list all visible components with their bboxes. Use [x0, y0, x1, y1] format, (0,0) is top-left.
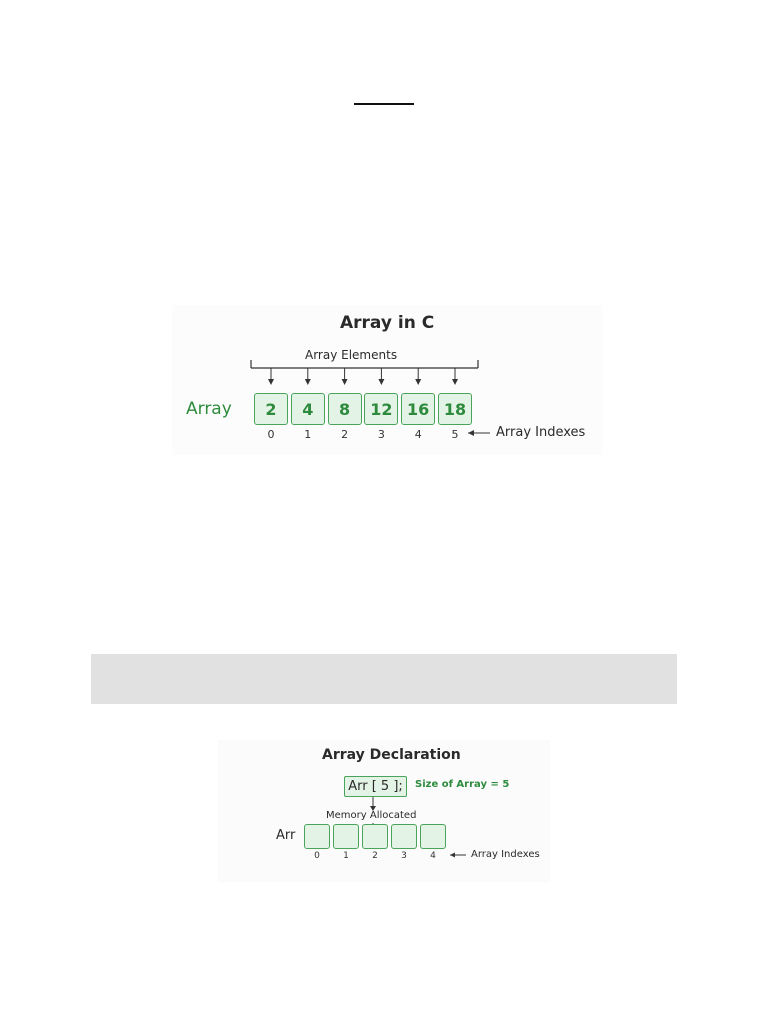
array-index: 0	[267, 428, 275, 441]
array-index: 4	[414, 428, 422, 441]
element-arrow-head	[452, 379, 458, 385]
element-arrow-head	[415, 379, 421, 385]
gray-banner	[91, 654, 677, 704]
heading-underline	[354, 103, 414, 105]
diagram-title: Array in C	[340, 313, 435, 333]
declaration-code: Arr [ 5 ];	[348, 779, 403, 794]
array-label: Array	[186, 399, 232, 419]
array-cell: 12	[364, 393, 398, 425]
element-arrow-head	[342, 379, 348, 385]
array-index: 5	[451, 428, 459, 441]
array-indexes-label: Array Indexes	[471, 849, 540, 860]
arr-label: Arr	[276, 828, 296, 843]
array-index: 2	[372, 851, 378, 861]
array-index: 2	[341, 428, 349, 441]
array-cell: 4	[291, 393, 325, 425]
size-note: Size of Array = 5	[415, 779, 510, 790]
array-indexes-label: Array Indexes	[496, 425, 586, 440]
array-cell: 18	[438, 393, 472, 425]
diagram-title: Array Declaration	[322, 747, 461, 763]
memory-allocated-label: Memory Allocated	[326, 810, 417, 821]
array-cell: 2	[254, 393, 288, 425]
array-in-c-diagram	[172, 305, 602, 455]
array-cell: 16	[401, 393, 435, 425]
empty-array-cell	[391, 824, 417, 849]
array-declaration-diagram	[218, 740, 550, 882]
array-index: 4	[430, 851, 436, 861]
array-index: 1	[343, 851, 349, 861]
element-arrow-head	[378, 379, 384, 385]
element-arrow-head	[305, 379, 311, 385]
empty-array-cell	[304, 824, 330, 849]
array-index: 0	[314, 851, 320, 861]
array-index: 1	[304, 428, 312, 441]
array-index: 3	[401, 851, 407, 861]
empty-array-cell	[333, 824, 359, 849]
element-arrow-head	[268, 379, 274, 385]
empty-array-cell	[420, 824, 446, 849]
array-cell: 8	[328, 393, 362, 425]
array-index: 3	[377, 428, 385, 441]
empty-array-cell	[362, 824, 388, 849]
array-elements-label: Array Elements	[305, 348, 398, 362]
